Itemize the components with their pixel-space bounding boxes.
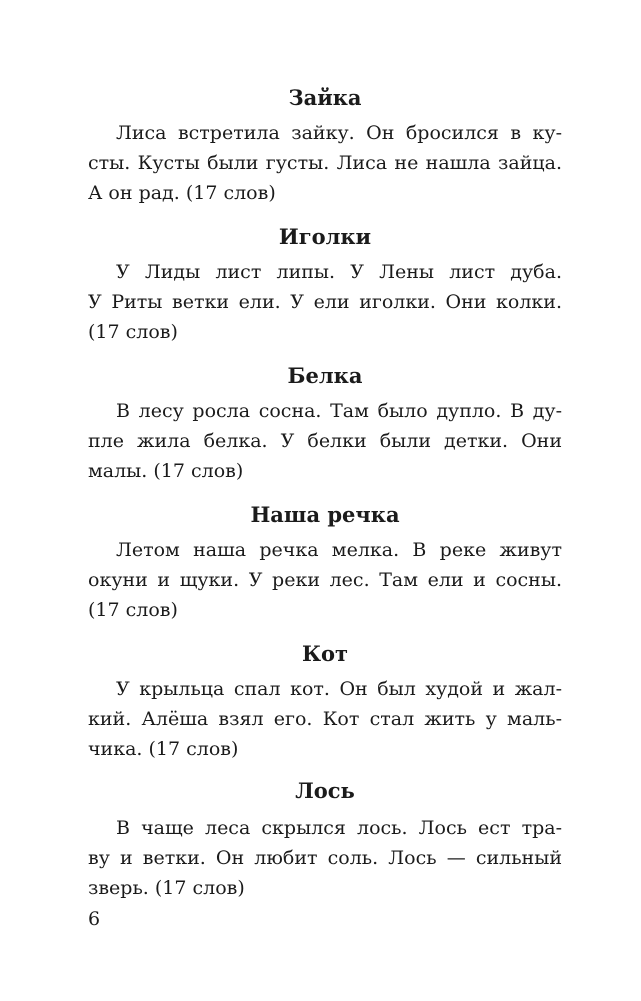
story-text-line: окуни и щуки. У реки лес. Там ели и сосны. [88,569,562,591]
story-text-line: ву и ветки. Он любит соль. Лось — сильный [88,847,562,869]
story-text-line: Летом наша речка мелка. В реке живут [116,539,562,561]
story-text-line: А он рад. (17 слов) [88,182,276,204]
story-text-line: Лиса встретила зайку. Он бросился в ку- [116,122,562,144]
story-title: Зайка [288,85,362,110]
story-text-line: (17 слов) [88,599,178,621]
story-text-line: сты. Кусты были густы. Лиса не нашла зайца. [88,152,562,174]
story-text-line: чика. (17 слов) [88,738,239,760]
story-title: Белка [287,363,363,388]
story-text-line: У крыльца спал кот. Он был худой и жал- [116,678,562,700]
story-text-line: У Лиды лист липы. У Лены лист дуба. [116,261,562,283]
story-title: Наша речка [250,502,400,527]
story-title: Иголки [278,224,372,249]
story-text-line: В лесу росла сосна. Там было дупло. В ду- [116,400,562,422]
story-title: Лось [295,778,355,803]
story-text-line: В чаще леса скрылся лось. Лось ест тра- [116,817,562,839]
story-text-line: (17 слов) [88,321,178,343]
page-number: 6 [88,908,101,930]
story-text-line: малы. (17 слов) [88,460,244,482]
story-text-line: кий. Алёша взял его. Кот стал жить у маль- [88,708,562,730]
story-text-line: зверь. (17 слов) [88,877,245,899]
story-text-line: пле жила белка. У белки были детки. Они [88,430,562,452]
story-title: Кот [301,641,349,666]
story-text-line: У Риты ветки ели. У ели иголки. Они колки. [88,291,562,313]
